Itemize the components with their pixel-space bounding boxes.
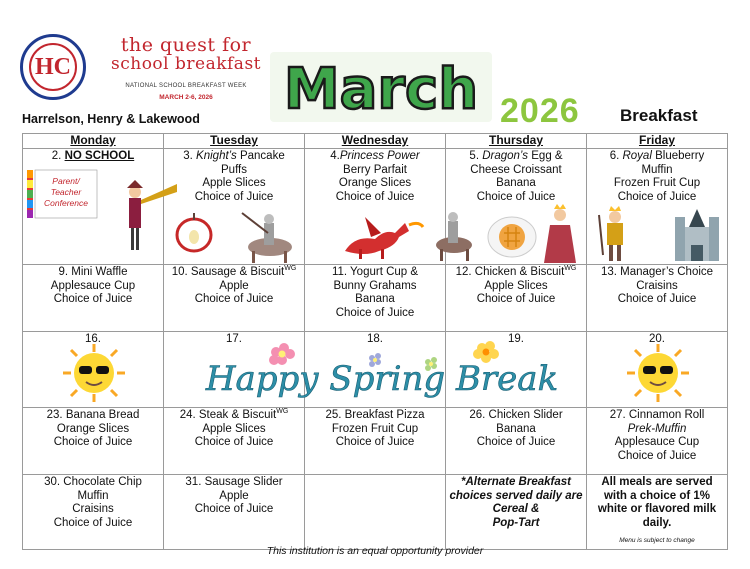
day-header-monday: Monday (23, 134, 164, 149)
day-header-thursday: Thursday (446, 134, 587, 149)
day-header-friday: Friday (587, 134, 728, 149)
menu-item: Orange Slices (338, 177, 412, 190)
milk-note: All meals are served with a choice of 1% white or flavored milk daily. Menu is subject to change (587, 475, 728, 550)
day-cell-25 (305, 408, 446, 475)
day-number: 19. (508, 333, 524, 345)
king-icon (599, 206, 623, 261)
menu-item: Prek-Muffin (627, 422, 687, 435)
menu-item: Applesauce Cup (50, 279, 136, 292)
menu-item: Banana (355, 293, 395, 306)
menu-item: Choice of Juice (335, 436, 415, 449)
svg-text:Teacher: Teacher (50, 187, 82, 197)
menu-item: Apple (219, 489, 249, 502)
menu-item: Orange Slices (56, 422, 130, 435)
menu-item: 31. Sausage Slider (185, 476, 283, 488)
menu-item: Cheese Croissant (470, 163, 562, 176)
menu-item: 27. Cinnamon Roll (609, 409, 705, 421)
day-cell-27 (587, 408, 728, 475)
menu-item: Apple (219, 279, 249, 292)
menu-item: Choice of Juice (53, 436, 133, 449)
menu-item: Choice of Juice (53, 516, 133, 529)
waffle-plate-icon (488, 217, 536, 257)
quest-logo-title (96, 36, 276, 74)
day-entry: 5. Dragon’s Egg & (469, 150, 563, 162)
sun-with-sunglasses-icon (623, 342, 693, 404)
day-cell-11 (305, 265, 446, 332)
menu-item: Muffin (641, 163, 673, 176)
menu-item: Choice of Juice (53, 293, 133, 306)
sun-with-sunglasses-icon (59, 342, 129, 404)
empty-cell (305, 475, 446, 550)
queen-icon (544, 204, 576, 263)
week-row-2 (23, 265, 728, 332)
menu-item: Frozen Fruit Cup (331, 422, 419, 435)
menu-item: 23. Banana Bread (46, 409, 140, 421)
day-cell-10 (164, 265, 305, 332)
menu-item: Choice of Juice (194, 190, 274, 203)
menu-change-note: Menu is subject to change (619, 537, 695, 545)
day-entry: 6. Royal Blueberry (609, 150, 705, 162)
quest-title-line2: school breakfast (111, 53, 261, 74)
header (0, 0, 750, 133)
thursday-art (432, 201, 582, 263)
day-number: 18. (367, 333, 383, 345)
year-title: 2026 (500, 92, 580, 130)
menu-item: Choice of Juice (194, 436, 274, 449)
menu-item: Choice of Juice (194, 503, 274, 516)
menu-item: 24. Steak & Biscuit$^{WG}$ (179, 408, 289, 421)
day-cell-23 (23, 408, 164, 475)
menu-item: Frozen Fruit Cup (613, 177, 701, 190)
menu-item: Choice of Juice (476, 436, 556, 449)
menu-item: Banana (496, 422, 536, 435)
menu-item: Berry Parfait (343, 163, 407, 176)
menu-item: Applesauce Cup (614, 436, 700, 449)
equal-opportunity-footer: This institution is an equal opportunity provider (266, 545, 484, 557)
day-cell-26 (446, 408, 587, 475)
quest-subtitle: NATIONAL SCHOOL BREAKFAST WEEK (125, 83, 247, 89)
quest-title-line1: the quest for (120, 34, 252, 56)
menu-item: 13. Manager’s Choice (600, 266, 714, 278)
day-header-wednesday: Wednesday (305, 134, 446, 149)
day-cell-16 (23, 332, 164, 408)
castle-icon (675, 209, 719, 261)
menu-item: Craisins (72, 503, 114, 516)
day-cell-4 (305, 149, 446, 265)
day-entry: 2. NO SCHOOL (51, 150, 135, 162)
day-cell-30 (23, 475, 164, 550)
day-cell-31 (164, 475, 305, 550)
no-school-label: NO SCHOOL (64, 150, 135, 162)
quest-dates: MARCH 2-6, 2026 (159, 94, 213, 101)
parent-teacher-conference-art (27, 166, 163, 262)
weekday-header-row (23, 134, 728, 149)
menu-item: Choice of Juice (476, 293, 556, 306)
logo-initials: HC (29, 43, 77, 91)
week-row-5 (23, 475, 728, 550)
menu-item: Bunny Grahams (333, 279, 417, 292)
march-title-art (268, 46, 494, 128)
day-cell-9 (23, 265, 164, 332)
menu-item: Choice of Juice (617, 449, 697, 462)
menu-item: 10. Sausage & Biscuit$^{WG}$ (171, 265, 297, 278)
knight-on-horse-icon (436, 212, 472, 261)
spring-break-banner (205, 340, 559, 399)
menu-item: Choice of Juice (335, 190, 415, 203)
month-title: March (283, 57, 479, 122)
menu-item: Choice of Juice (335, 306, 415, 319)
day-cell-12 (446, 265, 587, 332)
day-entry: 3. Knight’s Pancake (183, 150, 285, 162)
menu-item: Apple Slices (484, 279, 548, 292)
day-header-tuesday: Tuesday (164, 134, 305, 149)
day-entry: 4.Princess Power (330, 150, 420, 162)
menu-item: 30. Chocolate Chip (44, 476, 142, 488)
menu-item: Choice of Juice (476, 190, 556, 203)
spring-break-text: Happy Spring Break (205, 359, 559, 399)
menu-item: Choice of Juice (194, 293, 274, 306)
svg-text:Parent/: Parent/ (52, 176, 80, 186)
school-names: Harrelson, Henry & Lakewood (22, 112, 200, 126)
menu-item: Craisins (636, 279, 678, 292)
alternate-breakfast-note: *Alternate Breakfast choices served daily are Cereal & Pop-Tart (446, 475, 587, 550)
menu-item: Apple Slices (202, 177, 266, 190)
week-row-4 (23, 408, 728, 475)
day-cell-24 (164, 408, 305, 475)
crayons-icon (27, 170, 33, 218)
day-cell-20 (587, 332, 728, 408)
menu-item: Choice of Juice (617, 190, 697, 203)
menu-item: 25. Breakfast Pizza (325, 409, 425, 421)
svg-text:Conference: Conference (44, 198, 88, 208)
day-number: 16. (85, 333, 101, 345)
day-cell-2 (23, 149, 164, 265)
menu-item: 26. Chicken Slider (469, 409, 563, 421)
tuesday-art (172, 207, 302, 263)
menu-item: 12. Chicken & Biscuit$^{WG}$ (455, 265, 577, 278)
day-number: 17. (226, 333, 242, 345)
menu-item: Choice of Juice (617, 293, 697, 306)
day-cell-5 (446, 149, 587, 265)
meal-type-title: Breakfast (620, 106, 698, 125)
day-cell-6 (587, 149, 728, 265)
menu-item: Apple Slices (202, 422, 266, 435)
knight-on-horse-icon (242, 213, 292, 263)
dragon-icon (335, 207, 425, 263)
district-logo (20, 34, 86, 100)
menu-item: Puffs (221, 163, 247, 176)
menu-item: 11. Yogurt Cup & (331, 266, 419, 278)
day-number: 20. (649, 333, 665, 345)
day-cell-13 (587, 265, 728, 332)
menu-item: Banana (496, 177, 536, 190)
menu-item: 9. Mini Waffle (58, 266, 128, 278)
apple-icon (177, 213, 211, 251)
friday-art (591, 205, 727, 263)
day-cell-3 (164, 149, 305, 265)
menu-item: Muffin (77, 489, 109, 502)
week-row-1 (23, 149, 728, 265)
